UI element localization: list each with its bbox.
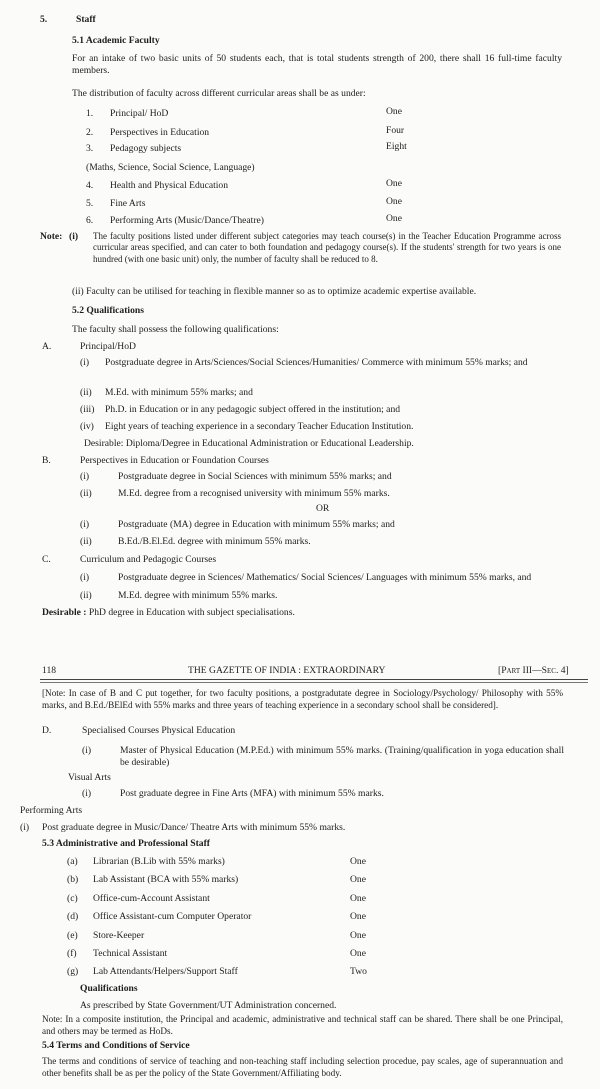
qualifications-intro: The faculty shall possess the following qualifications: [72,324,279,335]
visual-arts-title: Visual Arts [68,772,111,783]
section-letter-d: D. [42,725,52,736]
item-num: (i) [80,572,90,583]
list-item-num: (d) [67,911,79,922]
list-item-label: Principal/ HoD [110,108,169,119]
item-num: (iii) [80,404,95,415]
list-item-num: 2. [86,127,94,138]
section-c-title: Curriculum and Pedagogic Courses [80,554,217,565]
qualifications-text: As prescribed by State Government/UT Administration concerned. [80,1000,337,1011]
subsection-title-5-2: 5.2 Qualifications [72,305,144,316]
section-a-desirable: Desirable: Diploma/Degree in Educational Administration or Educational Leadership. [84,438,414,449]
list-item-num: 1. [86,108,94,119]
list-item-count: Eight [386,141,407,152]
item-text: Eight years of teaching experience in a secondary Teacher Education Institution. [105,421,414,432]
list-item-label: Librarian (B.Lib with 55% marks) [93,856,225,867]
list-item-count: One [350,930,366,941]
note-i-num: (i) [69,231,79,242]
or-separator: OR [316,503,330,514]
list-item-num: 3. [86,143,94,154]
composite-note: Note: In a composite institution, the Principal and academic, administrative and technical staff can be shared. There shall be one Principal, and others may be termed as HoDs. [42,1014,563,1036]
section-letter-c: C. [42,554,51,565]
item-num: (i) [20,822,30,833]
gazette-part: [Part III—Sec. 4] [498,665,569,676]
item-num: (ii) [80,536,92,547]
item-num: (ii) [80,488,92,499]
note-i-text: The faculty positions listed under different subject categories may teach course(s) in the Teacher Education Programme across curricular areas specified, and can cater to both foundation and pedagogy course(s). If the students' strength for two years is one hundred (with one basic unit) only, the number of faculty shall be reduced to 8. [93,231,561,264]
section-title: Staff [76,14,96,25]
list-item-label: Store-Keeper [93,930,145,941]
page-number: 118 [42,665,57,676]
list-item-num: 4. [86,180,94,191]
list-item-count: One [350,911,366,922]
subsection-title-5-4: 5.4 Terms and Conditions of Service [42,1040,190,1051]
list-item-num: (f) [67,948,77,959]
list-item-num: 5. [86,198,94,209]
item-num: (i) [82,788,92,799]
list-item-count: One [350,893,366,904]
section-b-title: Perspectives in Education or Foundation Courses [80,455,269,466]
list-item-label: Health and Physical Education [110,180,229,191]
item-text: Postgraduate degree in Sciences/ Mathematics/ Social Sciences/ Languages with minimum 55% marks, and [118,572,532,583]
item-num: (i) [82,745,92,756]
gazette-title: THE GAZETTE OF INDIA : EXTRAORDINARY [188,665,386,676]
item-num: (ii) [80,590,92,601]
desirable-label: Desirable : [42,607,87,618]
desirable-text: PhD degree in Education with subject specialisations. [86,607,295,618]
section-number: 5. [40,14,48,25]
list-item-label: Technical Assistant [93,948,168,959]
item-text: Master of Physical Education (M.P.Ed.) with minimum 55% marks. (Training/qualification in yoga education shall be desirable) [120,745,564,768]
list-item-label: Office Assistant-cum Computer Operator [93,911,252,922]
list-item-count: Four [386,125,405,136]
item-text: Postgraduate (MA) degree in Education with minimum 55% marks; and [118,519,395,530]
list-item-count: One [386,178,402,189]
item-text: M.Ed. degree with minimum 55% marks. [118,590,278,601]
list-item-num: (e) [67,930,78,941]
list-item-label: Perspectives in Education [110,127,210,138]
item-text: Postgraduate degree in Arts/Sciences/Social Sciences/Humanities/ Commerce with minimum 55% marks; and [105,357,528,368]
list-item-count: Two [350,966,367,977]
item-text: Post graduate degree in Fine Arts (MFA) with minimum 55% marks. [120,788,384,799]
subsection-title-5-3: 5.3 Administrative and Professional Staff [42,838,210,849]
desirable-line [42,607,295,619]
list-item-count: One [386,106,402,117]
pedagogy-subjects-note: (Maths, Science, Social Science, Language) [86,162,255,173]
section-letter-a: A. [42,341,52,352]
section-d-title: Specialised Courses Physical Education [82,725,236,736]
header-rule-bottom [40,682,588,683]
bc-note: [Note: In case of B and C put together, for two faculty positions, a postgradutate degree in Sociology/Psychology/ Philosophy with 55% marks, and B.Ed./BElEd with 55% marks and three years of teaching experience in a secondary school shall be considered]. [42,688,563,710]
list-item-label: Lab Attendants/Helpers/Support Staff [93,966,238,977]
item-text: M.Ed. degree from a recognised university with minimum 55% marks. [118,488,390,499]
list-item-count: One [386,196,402,207]
list-item-count: One [350,874,366,885]
list-item-num: 6. [86,215,94,226]
item-num: (i) [80,519,90,530]
list-item-num: (a) [67,856,78,867]
item-num: (i) [80,471,90,482]
intake-paragraph: For an intake of two basic units of 50 students each, that is total students strength of 200, there shall 16 full-time faculty members. [72,53,562,76]
terms-text: The terms and conditions of service of teaching and non-teaching staff including selection procedue, pay scales, age of superannuation and other benefits shall be as per the policy of the State Government/Affiliating body. [42,1056,563,1078]
list-item-label: Pedagogy subjects [110,143,182,154]
header-rule-top [40,679,588,680]
list-item-count: One [350,948,366,959]
list-item-num: (g) [67,966,79,977]
list-item-label: Lab Assistant (BCA with 55% marks) [93,874,239,885]
section-a-title: Principal/HoD [80,341,136,352]
list-item-count: One [386,213,402,224]
list-item-label: Performing Arts (Music/Dance/Theatre) [110,215,264,226]
item-num: (iv) [80,421,94,432]
distribution-intro: The distribution of faculty across different curricular areas shall be as under: [72,88,366,99]
qualifications-title: Qualifications [80,983,138,994]
item-text: Postgraduate degree in Social Sciences with minimum 55% marks; and [118,471,392,482]
item-text: Post graduate degree in Music/Dance/ Theatre Arts with minimum 55% marks. [42,822,346,833]
list-item-label: Office-cum-Account Assistant [93,893,210,904]
item-num: (ii) [80,387,92,398]
note-ii-text: (ii) Faculty can be utilised for teaching in flexible manner so as to optimize academic expertise available. [72,286,477,297]
note-label: Note: [40,231,63,242]
list-item-count: One [350,856,366,867]
item-text: Ph.D. in Education or in any pedagogic subject offered in the institution; and [105,404,401,415]
item-text: M.Ed. with minimum 55% marks; and [105,387,253,398]
list-item-label: Fine Arts [110,198,146,209]
performing-arts-title: Performing Arts [20,805,83,816]
list-item-num: (c) [67,893,78,904]
list-item-num: (b) [67,874,79,885]
item-num: (i) [80,357,90,368]
item-text: B.Ed./B.El.Ed. degree with minimum 55% marks. [118,536,311,547]
subsection-title-5-1: 5.1 Academic Faculty [72,35,160,46]
section-letter-b: B. [42,455,51,466]
